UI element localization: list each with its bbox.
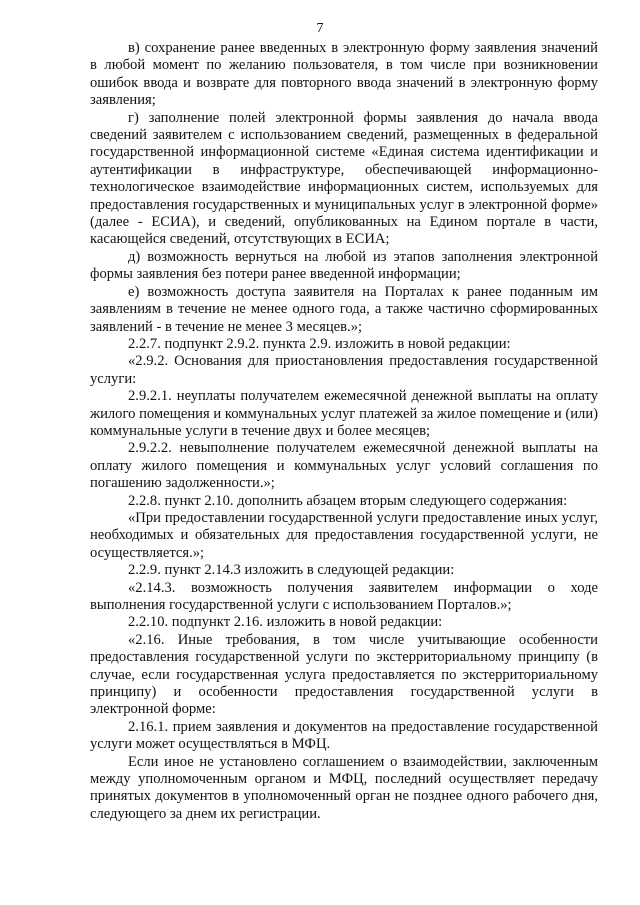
paragraph-2-16-1: 2.16.1. прием заявления и документов на предоставление государственной услуги может осуществляться в МФЦ. (90, 718, 598, 753)
paragraph-2-9-2: «2.9.2. Основания для приостановления предоставления государственной услуги: (90, 353, 598, 387)
paragraph-2-14-3: «2.14.3. возможность получения заявителем информации о ходе выполнения государственной услуги с использованием Порталов.»; (90, 579, 598, 613)
paragraph-item-d: д) возможность вернуться на любой из этапов заполнения электронной формы заявления без потери ранее введенной информации; (90, 248, 598, 283)
paragraph-2-10-addition: «При предоставлении государственной услуги предоставление иных услуг, необходимых и обязательных для предоставления государственной услуги, не осуществляется.»; (90, 509, 598, 561)
paragraph-2-9-2-1: 2.9.2.1. неуплаты получателем ежемесячной денежной выплаты на оплату жилого помещения и коммунальных услуг платежей за жилое помещение и (или) коммунальные услуги в течение двух и более месяцев; (90, 388, 598, 439)
paragraph-2-2-10: 2.2.10. подпункт 2.16. изложить в новой редакции: (128, 614, 443, 631)
paragraph-item-e: е) возможность доступа заявителя на Порталах к ранее поданным им заявлениям в течение не менее одного года, а также частично сформированных заявлений - в течение не менее 3 месяцев.»; (90, 283, 598, 335)
paragraph-item-g: г) заполнение полей электронной формы заявления до начала ввода сведений заявителем с использованием сведений, размещенных в федеральной государственной информационной системе «Единая система идентификации и аутентификации в инфраструктуре, обеспечивающей информационно-технологическое взаимодействие информационных систем, используемых для предоставления государственных и муниципальных услуг в электронной форме» (далее - ЕСИА), и сведений, опубликованных на Едином портале в части, касающейся сведений, отсутствующих в ЕСИА; (90, 109, 598, 248)
document-body (90, 40, 598, 823)
paragraph-2-2-9: 2.2.9. пункт 2.14.3 изложить в следующей редакции: (128, 562, 455, 579)
paragraph-2-2-7: 2.2.7. подпункт 2.9.2. пункта 2.9. изложить в новой редакции: (128, 335, 511, 352)
paragraph-2-16: «2.16. Иные требования, в том числе учитывающие особенности предоставления государственной услуги по экстерриториальному принципу (в случае, если государственная услуга предоставляется по экстерриториальному принципу) и особенности предоставления государственной услуги в электронной форме: (90, 631, 598, 718)
page-number: 7 (316, 21, 324, 36)
paragraph-2-9-2-2: 2.9.2.2. невыполнение получателем ежемесячной денежной выплаты на оплату жилого помещения и коммунальных услуг условий соглашения по погашению задолженности.»; (90, 440, 598, 492)
paragraph-2-2-8: 2.2.8. пункт 2.10. дополнить абзацем вторым следующего содержания: (128, 492, 568, 509)
paragraph-item-v: в) сохранение ранее введенных в электронную форму заявления значений в любой момент по желанию пользователя, в том числе при возникновении ошибок ввода и возврате для повторного ввода значений в электронную форму заявления; (90, 40, 598, 109)
paragraph-mfc-transfer: Если иное не установлено соглашением о взаимодействии, заключенным между уполномоченным органом и МФЦ, последний осуществляет передачу принятых документов в уполномоченный орган не позднее одного рабочего дня, следующего за днем их регистрации. (90, 753, 598, 822)
